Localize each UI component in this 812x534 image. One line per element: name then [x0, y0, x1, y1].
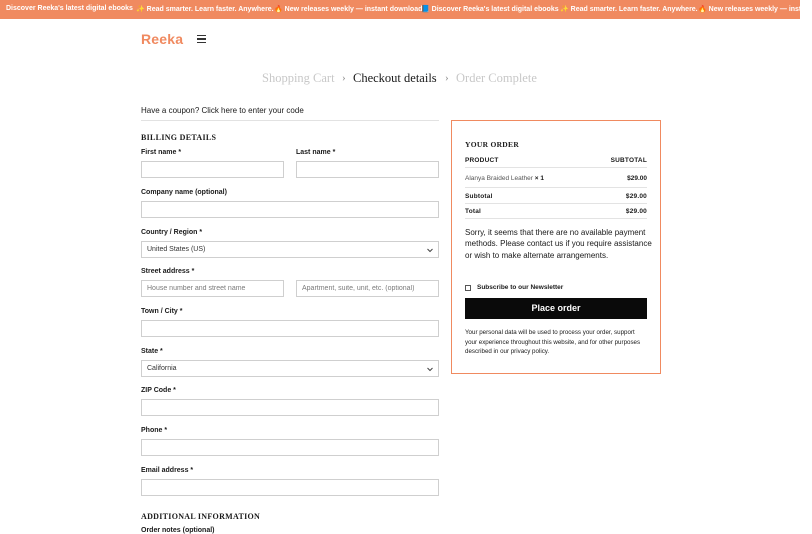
company-name-label: Company name (optional)	[141, 189, 227, 196]
zip-code-field[interactable]	[141, 399, 439, 416]
country-select-value: United States (US)	[147, 246, 206, 253]
phone-label: Phone *	[141, 427, 168, 434]
total-label: Total	[465, 208, 482, 215]
site-logo[interactable]: Reeka	[141, 31, 184, 47]
subtotal-value: $29.00	[625, 193, 647, 200]
state-select-value: California	[147, 365, 177, 372]
divider	[465, 218, 647, 219]
state-select[interactable]	[141, 360, 439, 377]
country-label: Country / Region *	[141, 229, 203, 236]
chevron-down-icon	[426, 365, 434, 373]
email-address-field[interactable]	[141, 479, 439, 496]
privacy-notice: Your personal data will be used to process your order, support your experience throughout this website, and for other purposes described in our privacy policy.	[465, 329, 641, 355]
zip-code-label: ZIP Code *	[141, 387, 176, 394]
company-name-field[interactable]	[141, 201, 439, 218]
product-name: Alanya Braided Leather	[465, 175, 533, 182]
product-price: $29.00	[627, 175, 647, 182]
order-summary-title: YOUR ORDER	[465, 140, 520, 149]
step-shopping-cart[interactable]: Shopping Cart	[262, 71, 335, 85]
email-address-label: Email address *	[141, 467, 194, 474]
step-order-complete: Order Complete	[456, 71, 537, 85]
divider	[141, 120, 439, 121]
order-notes-label: Order notes (optional)	[141, 527, 215, 534]
country-select[interactable]	[141, 241, 439, 258]
hamburger-menu-icon[interactable]	[197, 35, 206, 43]
ticker-item: Discover Reeka's latest digital ebooks	[6, 5, 133, 12]
divider	[465, 187, 647, 188]
payment-notice: Sorry, it seems that there are no available payment methods. Please contact us if you require assistance or wish to make alternate arrangements.	[465, 228, 652, 260]
divider	[465, 167, 647, 168]
ticker-item: ✨ Read smarter. Learn faster. Anywhere.	[560, 6, 698, 13]
coupon-link[interactable]: Have a coupon? Click here to enter your code	[141, 106, 304, 115]
last-name-label: Last name *	[296, 149, 336, 156]
street-address-2-field[interactable]	[296, 280, 439, 297]
product-quantity: × 1	[534, 175, 544, 182]
announcement-ticker	[0, 0, 812, 19]
place-order-button[interactable]: Place order	[465, 298, 647, 319]
chevron-right-icon: ›	[445, 72, 449, 84]
step-checkout-details: Checkout details	[353, 71, 437, 85]
additional-information-title: ADDITIONAL INFORMATION	[141, 512, 261, 521]
product-column-header: PRODUCT	[465, 157, 499, 164]
chevron-right-icon: ›	[342, 72, 346, 84]
city-field[interactable]	[141, 320, 439, 337]
checkout-steps	[262, 71, 552, 89]
newsletter-label[interactable]: Subscribe to our Newsletter	[477, 284, 564, 291]
billing-details-title: BILLING DETAILS	[141, 133, 217, 142]
total-value: $29.00	[625, 208, 647, 215]
ticker-item: ✨ Read smarter. Learn faster. Anywhere.	[136, 6, 274, 13]
subtotal-column-header: SUBTOTAL	[610, 157, 647, 164]
first-name-label: First name *	[141, 149, 182, 156]
street-address-label: Street address *	[141, 268, 195, 275]
last-name-field[interactable]	[296, 161, 439, 178]
ticker-item: 🔥 New releases weekly — instant	[698, 6, 812, 13]
divider	[465, 203, 647, 204]
first-name-field[interactable]	[141, 161, 284, 178]
ticker-item: 📘 Discover Reeka's latest digital ebooks	[421, 6, 559, 13]
state-label: State *	[141, 348, 163, 355]
ticker-item: 🔥 New releases weekly — instant download	[274, 6, 423, 13]
street-address-field[interactable]	[141, 280, 284, 297]
subtotal-label: Subtotal	[465, 193, 493, 200]
site-header	[141, 30, 661, 50]
order-summary	[451, 120, 661, 374]
chevron-down-icon	[426, 246, 434, 254]
city-label: Town / City *	[141, 308, 183, 315]
phone-field[interactable]	[141, 439, 439, 456]
newsletter-checkbox[interactable]	[465, 285, 471, 291]
